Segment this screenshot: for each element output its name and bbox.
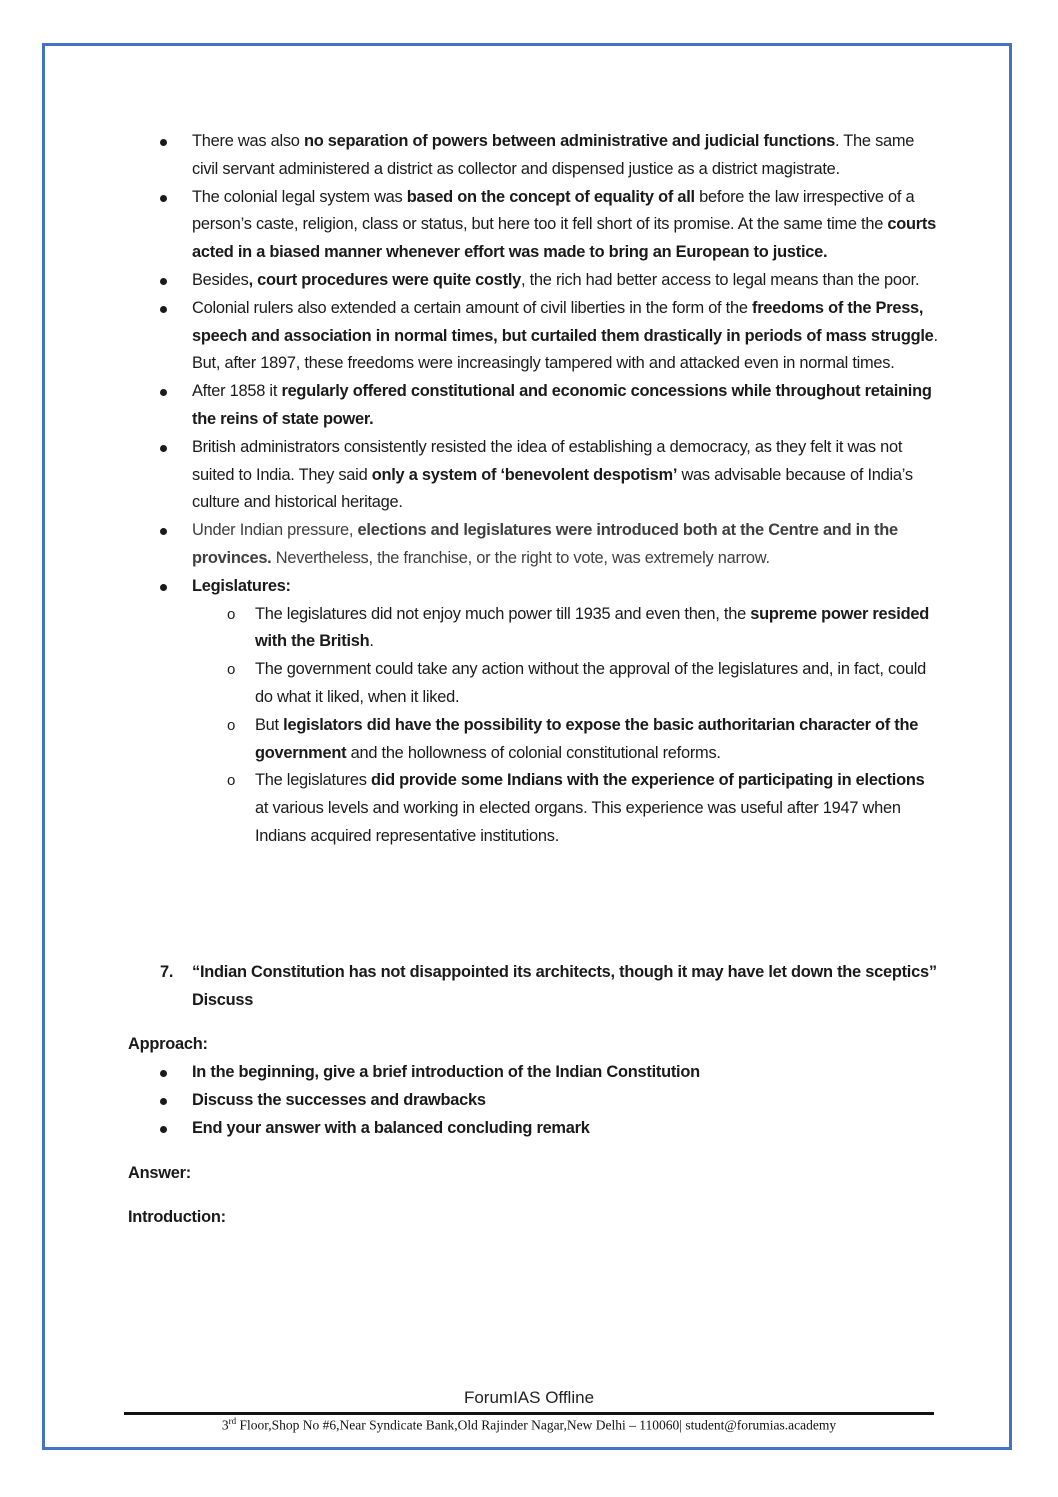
footer-divider [124,1412,934,1415]
bullet-item [128,378,938,434]
text-run: , the rich had better access to legal means than the poor. [521,270,920,289]
main-bullet-list [128,128,938,851]
bold-text-run: no separation of powers between administrative and judicial functions [303,132,835,150]
approach-list [128,1059,938,1142]
text-run: . The same civil servant administered a district as collector and dispensed justice as a district magistrate. [192,132,915,178]
bold-text-run: only a system of ‘benevolent despotism’ [371,465,678,484]
text-run: British administrators consistently resisted the idea of establishing a democracy, as they felt it was not suited to India. They said [192,437,903,484]
text-run: and the hollowness of colonial constitutional reforms. [346,743,721,762]
answer-heading: Answer: [128,1163,191,1182]
bullet-item [128,267,938,295]
footer-address-sup: rd [228,1416,237,1426]
text-run: There was also [192,132,304,150]
approach-item: In the beginning, give a brief introduction of the Indian Constitution [128,1059,938,1087]
bullet-item [128,128,938,184]
approach-item: Discuss the successes and drawbacks [128,1087,938,1115]
sub-bullet-item [128,767,938,850]
bold-text-run: , court procedures were quite costly [248,270,522,289]
bold-text-run: regularly offered constitutional and economic concessions while throughout retaining the reins of state power. [192,382,932,428]
bold-text-run: based on the concept of equality of all [406,187,695,206]
bold-text-run: freedoms of the Press, speech and association in normal times, but curtailed them drastically in periods of mass struggle [192,298,934,345]
bold-text-run: supreme power resided with the British [255,604,929,651]
approach-item: End your answer with a balanced concluding remark [128,1115,938,1143]
text-run: . But, after 1897, these freedoms were increasingly tampered with and attacked even in normal times. [192,326,938,373]
bullet-item [128,295,938,378]
bullet-item-legislatures [128,573,938,851]
text-run: After 1858 it [192,382,282,401]
introduction-heading: Introduction: [128,1208,226,1227]
text-run: The government could take any action without the approval of the legislatures and, in fact, could do what it liked, when it liked. [255,660,926,706]
text-run: Colonial rulers also extended a certain amount of civil liberties in the form of the [192,298,753,317]
text-run: before the law irrespective of a person’s caste, religion, class or status, but here too it fell short of its promise. At the same time the [192,187,915,234]
text-run: The colonial legal system was [192,187,407,206]
sub-bullet-item [128,601,938,657]
approach-heading: Approach: [128,1035,208,1054]
question-7 [128,959,938,1015]
legislatures-heading [192,577,291,595]
sub-bullet-list [192,601,938,851]
bullet-item [128,517,938,573]
footer-address-rest: Floor,Shop No #6,Near Syndicate Bank,Old Rajinder Nagar,New Delhi – 110060| student@forumias.academy [236,1417,837,1433]
bold-text-run: did provide some Indians with the experience of participating in elections [371,771,925,790]
bullet-item [128,434,938,517]
bold-text-run: legislators did have the possibility to expose the basic authoritarian character of the government [255,715,919,762]
question-number: 7. [160,962,174,981]
text-run: The legislatures did not enjoy much power till 1935 and even then, the [255,604,751,623]
document-body [128,128,938,1232]
text-run: Besides [192,270,249,289]
text-run: But [255,715,284,734]
text-run: . [369,632,374,651]
sub-bullet-item [128,712,938,768]
footer-address-prefix: 3 [221,1417,229,1433]
sub-bullet-item [128,656,938,712]
bold-text-run: courts acted in a biased manner whenever effort was made to bring an European to justice. [192,215,936,262]
text-run: at various levels and working in elected organs. This experience was useful after 1947 when Indians acquired representative institutions. [255,799,901,845]
text-run: was advisable because of India’s culture and historical heritage. [192,465,913,512]
bold-text-run: Legislatures: [192,576,291,595]
bold-text-run: elections and legislatures were introduced both at the Centre and in the provinces. [192,521,898,567]
text-run: Nevertheless, the franchise, or the right to vote, was extremely narrow. [271,548,770,567]
text-run: The legislatures [255,771,372,790]
footer-address [124,1416,934,1434]
bullet-item [128,184,938,267]
text-run: Under Indian pressure, [192,521,358,540]
footer-title: ForumIAS Offline [463,1388,595,1407]
question-text: “Indian Constitution has not disappointed its architects, though it may have let down the sceptics” Discuss [192,962,937,1009]
